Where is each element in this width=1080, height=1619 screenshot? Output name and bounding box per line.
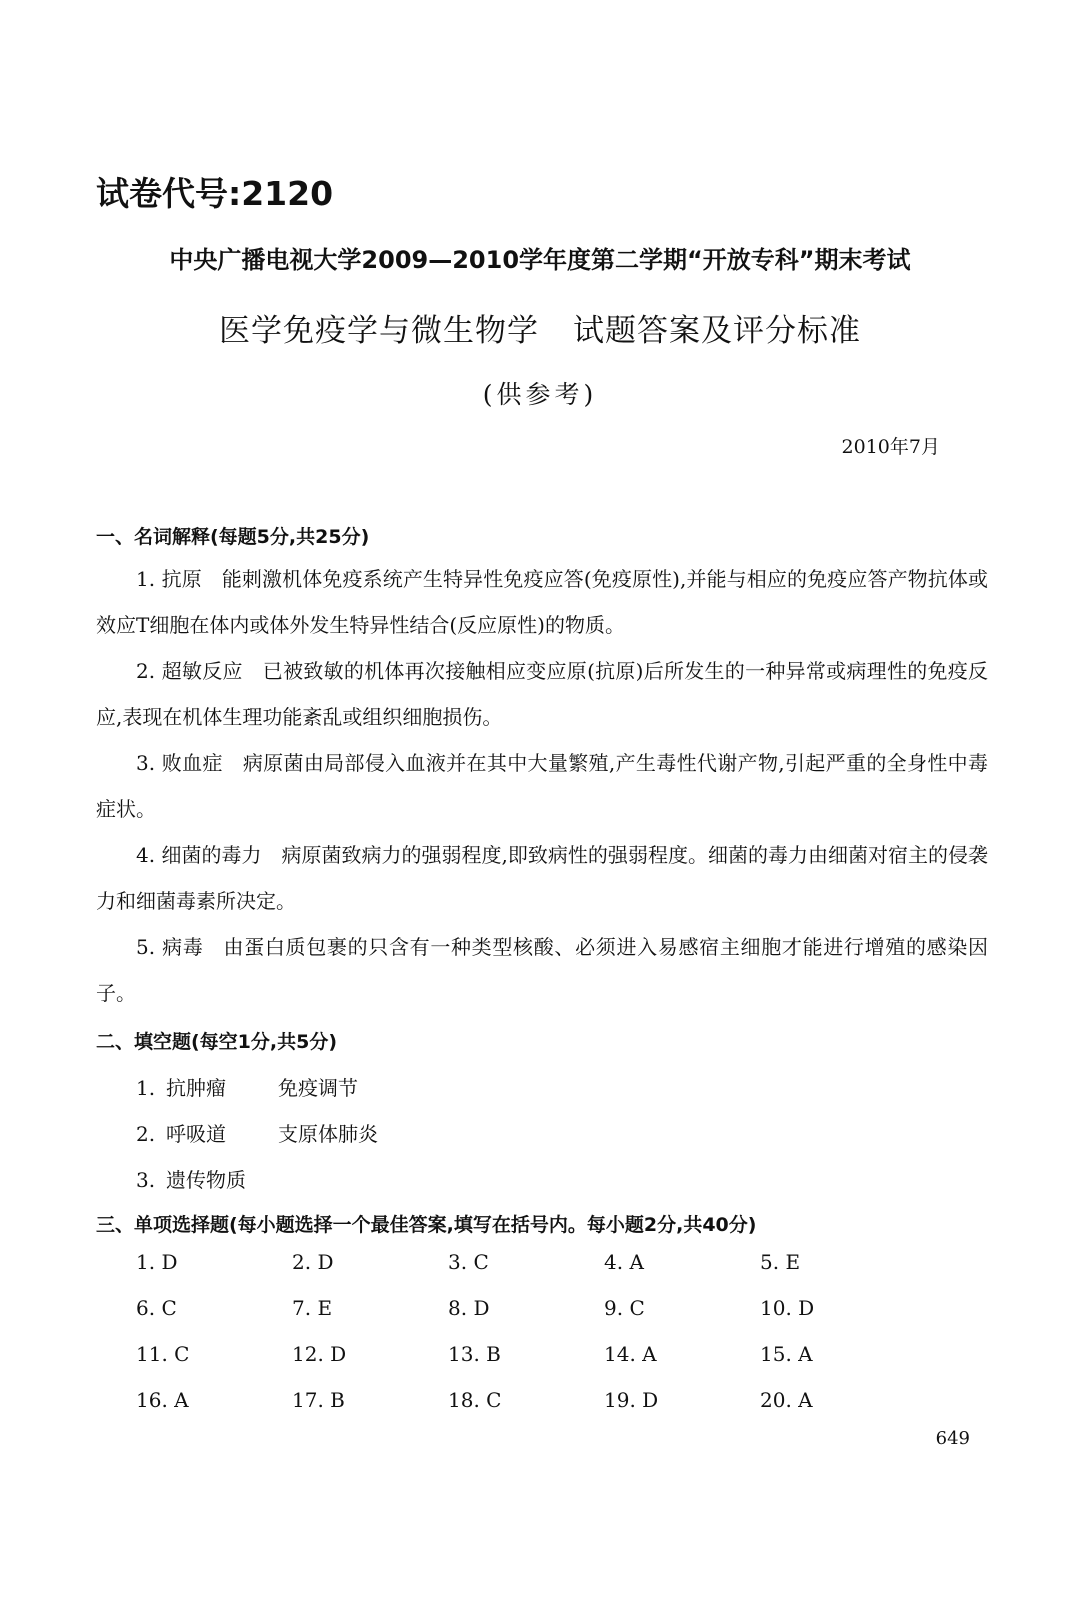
answer-row <box>136 1250 856 1296</box>
answer-cell: 17. B <box>292 1388 345 1412</box>
item-text: 由蛋白质包裹的只含有一种类型核酸、必须进入易感宿主细胞才能进行增殖的感染因子。 <box>96 935 989 1005</box>
definition-item <box>96 556 988 648</box>
section-heading-1: 一、名词解释(每题5分,共25分) <box>96 526 370 548</box>
document-type: 试题答案及评分标准 <box>573 313 861 349</box>
answer-cell: 7. E <box>292 1296 333 1320</box>
item-number: 4. <box>136 843 156 867</box>
definition-item <box>96 924 988 1016</box>
section-heading-2: 二、填空题(每空1分,共5分) <box>96 1031 338 1053</box>
paper-code: 试卷代号:2120 <box>96 174 334 213</box>
item-number: 2. <box>136 1122 156 1146</box>
answer-cell: 13. B <box>448 1342 501 1366</box>
answer-row <box>136 1388 856 1434</box>
section-heading-3: 三、单项选择题(每小题选择一个最佳答案,填写在括号内。每小题2分,共40分) <box>96 1214 757 1236</box>
item-term: 超敏反应 <box>161 659 243 683</box>
answer-blank-1: 呼吸道 <box>166 1122 226 1146</box>
answer-cell: 14. A <box>604 1342 657 1366</box>
answer-blank-1: 遗传物质 <box>166 1168 246 1192</box>
answer-cell: 9. C <box>604 1296 645 1320</box>
item-term: 病毒 <box>162 935 204 959</box>
answer-row <box>136 1296 856 1342</box>
answer-cell: 8. D <box>448 1296 490 1320</box>
answer-cell: 5. E <box>760 1250 801 1274</box>
exam-title: 中央广播电视大学2009—2010学年度第二学期“开放专科”期末考试 <box>169 246 911 274</box>
answer-row <box>136 1342 856 1388</box>
answer-cell: 15. A <box>760 1342 813 1366</box>
answer-cell: 12. D <box>292 1342 347 1366</box>
answer-cell: 3. C <box>448 1250 489 1274</box>
item-number: 5. <box>136 935 156 959</box>
item-number: 1. <box>136 567 156 591</box>
page-number: 649 <box>935 1428 970 1449</box>
fill-answer-row <box>136 1118 378 1147</box>
answer-cell: 18. C <box>448 1388 502 1412</box>
item-number: 3. <box>136 1168 156 1192</box>
answer-cell: 1. D <box>136 1250 178 1274</box>
item-term: 败血症 <box>161 751 223 775</box>
item-text: 能刺激机体免疫系统产生特异性免疫应答(免疫原性),并能与相应的免疫应答产物抗体或效应T细胞在体内或体外发生特异性结合(反应原性)的物质。 <box>96 567 989 637</box>
answer-cell: 2. D <box>292 1250 334 1274</box>
choice-answer-grid <box>136 1250 856 1434</box>
item-number: 1. <box>136 1076 156 1100</box>
item-number: 2. <box>136 659 156 683</box>
item-number: 3. <box>136 751 156 775</box>
item-text: 病原菌由局部侵入血液并在其中大量繁殖,产生毒性代谢产物,引起严重的全身性中毒症状。 <box>96 751 989 821</box>
answer-cell: 4. A <box>604 1250 644 1274</box>
answer-cell: 6. C <box>136 1296 177 1320</box>
item-term: 抗原 <box>161 567 202 591</box>
answer-blank-2: 支原体肺炎 <box>278 1122 378 1146</box>
answer-blank-2: 免疫调节 <box>278 1076 358 1100</box>
answer-cell: 19. D <box>604 1388 659 1412</box>
reference-note: (供参考) <box>482 380 598 409</box>
answer-blank-1: 抗肿瘤 <box>166 1076 226 1100</box>
item-term: 细菌的毒力 <box>161 843 262 867</box>
course-name: 医学免疫学与微生物学 <box>219 313 539 349</box>
definition-item <box>96 648 988 740</box>
answer-cell: 20. A <box>760 1388 813 1412</box>
fill-answer-row <box>136 1164 278 1193</box>
answer-cell: 16. A <box>136 1388 189 1412</box>
item-text: 已被致敏的机体再次接触相应变应原(抗原)后所发生的一种异常或病理性的免疫反应,表现在机体生理功能紊乱或组织细胞损伤。 <box>96 659 989 729</box>
document-title <box>0 305 1080 350</box>
answer-cell: 11. C <box>136 1342 190 1366</box>
item-text: 病原菌致病力的强弱程度,即致病性的强弱程度。细菌的毒力由细菌对宿主的侵袭力和细菌毒素所决定。 <box>96 843 989 913</box>
definition-item <box>96 832 988 924</box>
document-date: 2010年7月 <box>841 436 940 458</box>
answer-cell: 10. D <box>760 1296 815 1320</box>
fill-answer-row <box>136 1072 358 1101</box>
definition-item <box>96 740 988 832</box>
